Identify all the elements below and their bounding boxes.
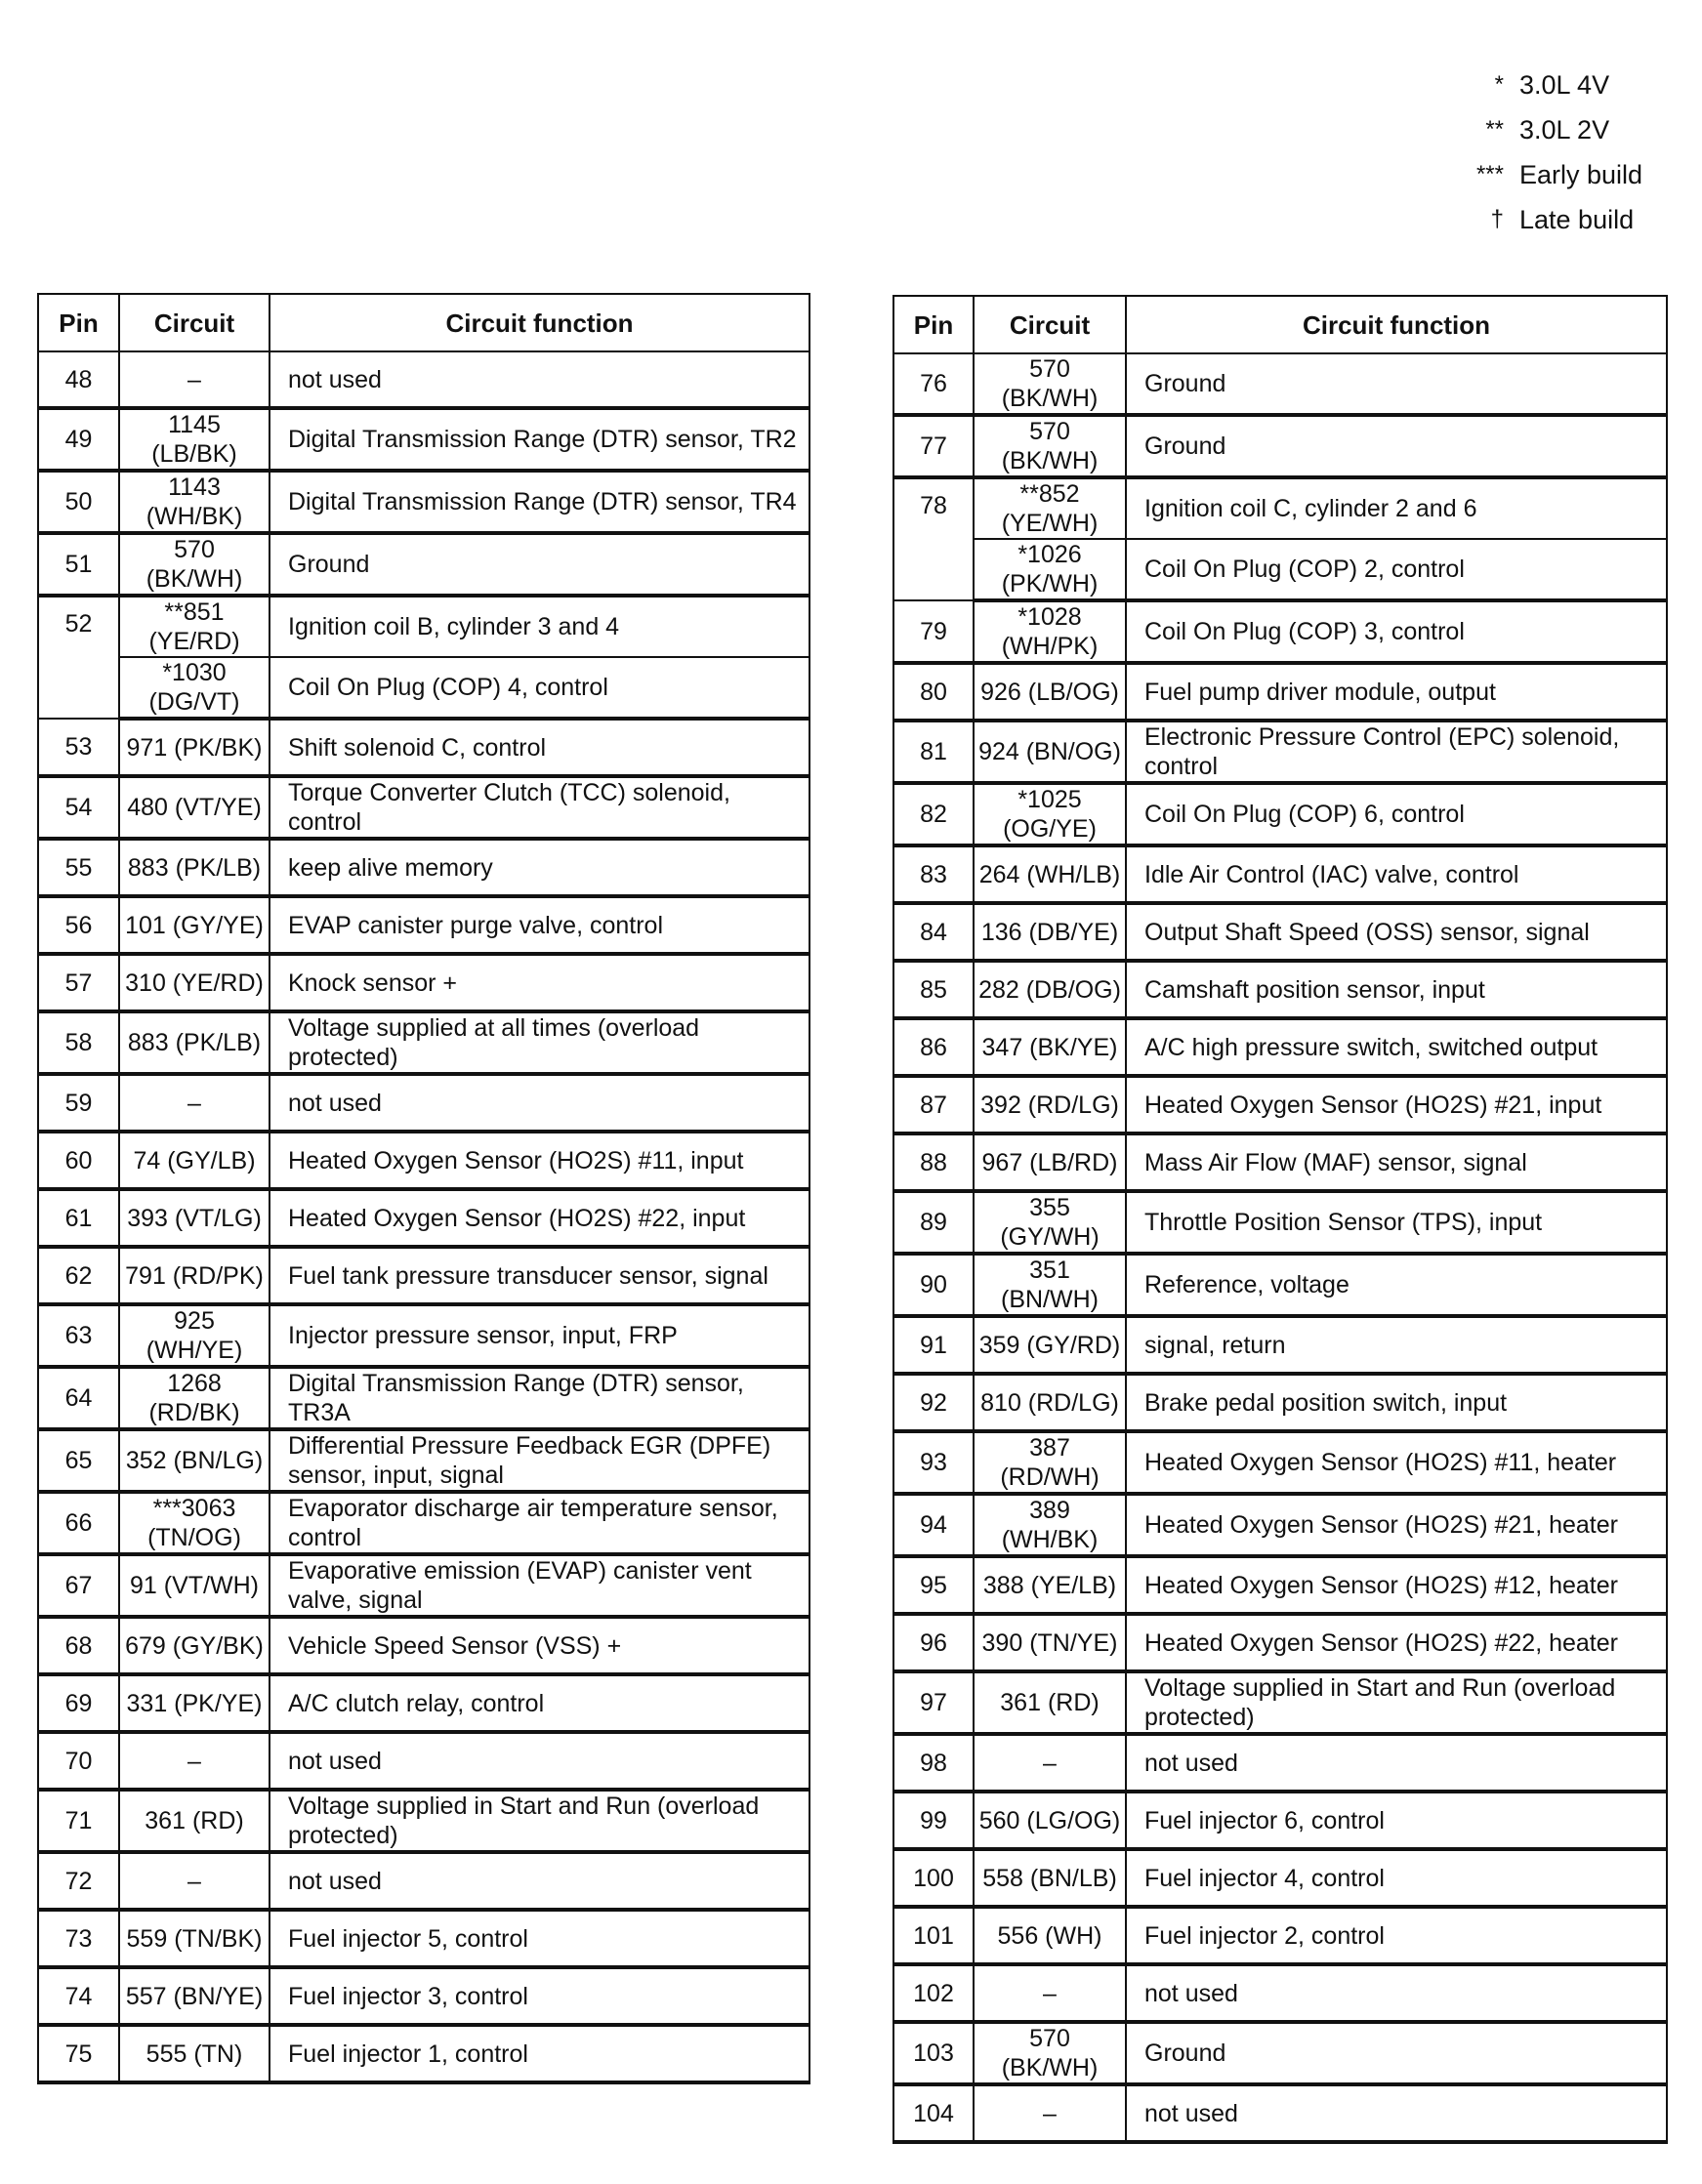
pin-cell: 52 xyxy=(38,596,119,719)
circuit-column-header: Circuit xyxy=(974,296,1126,353)
function-cell: Differential Pressure Feedback EGR (DPFE) sensor, input, signal xyxy=(270,1429,809,1492)
table-row xyxy=(38,1074,809,1132)
function-cell: Heated Oxygen Sensor (HO2S) #11, input xyxy=(270,1132,809,1189)
table-row xyxy=(38,1367,809,1429)
legend-text: Early build xyxy=(1519,159,1643,189)
function-cell: Torque Converter Clutch (TCC) solenoid, control xyxy=(270,776,809,839)
table-header-row xyxy=(893,296,1667,353)
pin-cell: 48 xyxy=(38,351,119,408)
table-row xyxy=(893,1849,1667,1907)
table-row xyxy=(38,1304,809,1367)
function-cell: Digital Transmission Range (DTR) sensor, TR4 xyxy=(270,471,809,533)
function-cell: Fuel injector 2, control xyxy=(1126,1907,1667,1964)
pin-table-right-body xyxy=(893,353,1667,2142)
circuit-cell: 387 (RD/WH) xyxy=(974,1431,1126,1494)
pin-column-header: Pin xyxy=(893,296,974,353)
table-row xyxy=(893,1133,1667,1191)
table-row xyxy=(893,2022,1667,2084)
table-row xyxy=(38,776,809,839)
pin-cell: 99 xyxy=(893,1792,974,1849)
circuit-cell: 361 (RD) xyxy=(119,1790,270,1852)
function-cell: Shift solenoid C, control xyxy=(270,719,809,776)
circuit-cell: 570 (BK/WH) xyxy=(974,415,1126,477)
pin-cell: 104 xyxy=(893,2084,974,2142)
pin-cell: 88 xyxy=(893,1133,974,1191)
table-row xyxy=(38,351,809,408)
legend-row xyxy=(1455,62,1680,107)
circuit-cell: 883 (PK/LB) xyxy=(119,1011,270,1074)
pin-cell: 92 xyxy=(893,1374,974,1431)
table-row xyxy=(893,353,1667,415)
pin-cell: 49 xyxy=(38,408,119,471)
circuit-cell: 361 (RD) xyxy=(974,1671,1126,1734)
function-cell: Knock sensor + xyxy=(270,954,809,1011)
circuit-cell: 264 (WH/LB) xyxy=(974,845,1126,903)
table-row xyxy=(38,1011,809,1074)
function-cell: Ground xyxy=(1126,2022,1667,2084)
pin-cell: 66 xyxy=(38,1492,119,1554)
function-cell: not used xyxy=(1126,1964,1667,2022)
circuit-cell: – xyxy=(974,2084,1126,2142)
function-cell: Camshaft position sensor, input xyxy=(1126,961,1667,1018)
function-cell: Ground xyxy=(270,533,809,596)
circuit-cell: 925 (WH/YE) xyxy=(119,1304,270,1367)
table-row xyxy=(893,1374,1667,1431)
table-row xyxy=(893,903,1667,961)
table-row xyxy=(38,1132,809,1189)
function-cell: Digital Transmission Range (DTR) sensor, TR3A xyxy=(270,1367,809,1429)
function-cell: Voltage supplied at all times (overload protected) xyxy=(270,1011,809,1074)
table-row xyxy=(38,1732,809,1790)
pin-cell: 56 xyxy=(38,896,119,954)
pin-cell: 87 xyxy=(893,1076,974,1133)
pin-cell: 95 xyxy=(893,1556,974,1614)
circuit-cell: ***3063 (TN/OG) xyxy=(119,1492,270,1554)
circuit-cell: 810 (RD/LG) xyxy=(974,1374,1126,1431)
table-row xyxy=(893,415,1667,477)
function-cell: Throttle Position Sensor (TPS), input xyxy=(1126,1191,1667,1254)
function-cell: keep alive memory xyxy=(270,839,809,896)
function-cell: Heated Oxygen Sensor (HO2S) #11, heater xyxy=(1126,1431,1667,1494)
table-row xyxy=(38,657,809,719)
circuit-cell: *1028 (WH/PK) xyxy=(974,600,1126,663)
pin-cell: 72 xyxy=(38,1852,119,1910)
table-row xyxy=(38,1910,809,1967)
function-cell: Fuel injector 1, control xyxy=(270,2025,809,2082)
circuit-cell: 393 (VT/LG) xyxy=(119,1189,270,1247)
pin-table-right xyxy=(893,295,1668,2144)
circuit-cell: – xyxy=(119,1852,270,1910)
pin-table-left-body xyxy=(38,351,809,2082)
circuit-cell: 310 (YE/RD) xyxy=(119,954,270,1011)
function-cell: Fuel injector 3, control xyxy=(270,1967,809,2025)
pin-cell: 85 xyxy=(893,961,974,1018)
pin-cell: 65 xyxy=(38,1429,119,1492)
table-row xyxy=(38,1554,809,1617)
table-row xyxy=(38,596,809,657)
table-row xyxy=(893,1792,1667,1849)
table-row xyxy=(38,839,809,896)
table-row xyxy=(38,1852,809,1910)
function-cell: Fuel injector 6, control xyxy=(1126,1792,1667,1849)
function-cell: Electronic Pressure Control (EPC) solenoid, control xyxy=(1126,721,1667,783)
function-cell: Idle Air Control (IAC) valve, control xyxy=(1126,845,1667,903)
pin-cell: 84 xyxy=(893,903,974,961)
table-row xyxy=(38,1617,809,1674)
circuit-cell: – xyxy=(974,1964,1126,2022)
pin-cell: 76 xyxy=(893,353,974,415)
table-row xyxy=(38,1967,809,2025)
function-cell: Heated Oxygen Sensor (HO2S) #12, heater xyxy=(1126,1556,1667,1614)
table-row xyxy=(38,1492,809,1554)
function-cell: Coil On Plug (COP) 2, control xyxy=(1126,539,1667,600)
table-row xyxy=(893,1254,1667,1316)
legend-symbol: † xyxy=(1490,206,1504,232)
function-cell: Fuel pump driver module, output xyxy=(1126,663,1667,721)
circuit-cell: 555 (TN) xyxy=(119,2025,270,2082)
table-row xyxy=(893,845,1667,903)
pin-cell: 74 xyxy=(38,1967,119,2025)
build-legend xyxy=(1455,62,1680,242)
function-cell: Coil On Plug (COP) 6, control xyxy=(1126,783,1667,845)
legend-text: 3.0L 2V xyxy=(1519,114,1610,144)
function-cell: Evaporator discharge air temperature sensor, control xyxy=(270,1492,809,1554)
function-cell: Evaporative emission (EVAP) canister vent valve, signal xyxy=(270,1554,809,1617)
circuit-cell: 1145 (LB/BK) xyxy=(119,408,270,471)
circuit-cell: 355 (GY/WH) xyxy=(974,1191,1126,1254)
function-cell: not used xyxy=(270,1074,809,1132)
table-row xyxy=(893,1076,1667,1133)
circuit-cell: 558 (BN/LB) xyxy=(974,1849,1126,1907)
function-cell: not used xyxy=(270,1732,809,1790)
table-row xyxy=(893,1734,1667,1792)
table-row xyxy=(38,471,809,533)
pin-cell: 94 xyxy=(893,1494,974,1556)
pin-cell: 101 xyxy=(893,1907,974,1964)
pin-cell: 75 xyxy=(38,2025,119,2082)
pin-cell: 61 xyxy=(38,1189,119,1247)
function-cell: Output Shaft Speed (OSS) sensor, signal xyxy=(1126,903,1667,961)
pin-cell: 93 xyxy=(893,1431,974,1494)
legend-symbol: ** xyxy=(1485,116,1504,143)
function-cell: Ground xyxy=(1126,353,1667,415)
pin-cell: 53 xyxy=(38,719,119,776)
function-cell: Digital Transmission Range (DTR) sensor, TR2 xyxy=(270,408,809,471)
table-row xyxy=(893,1964,1667,2022)
table-row xyxy=(893,961,1667,1018)
circuit-cell: 351 (BN/WH) xyxy=(974,1254,1126,1316)
pin-cell: 71 xyxy=(38,1790,119,1852)
circuit-cell: 389 (WH/BK) xyxy=(974,1494,1126,1556)
function-cell: Coil On Plug (COP) 4, control xyxy=(270,657,809,719)
function-cell: Heated Oxygen Sensor (HO2S) #21, heater xyxy=(1126,1494,1667,1556)
function-cell: signal, return xyxy=(1126,1316,1667,1374)
pin-cell: 70 xyxy=(38,1732,119,1790)
pin-cell: 102 xyxy=(893,1964,974,2022)
circuit-cell: 331 (PK/YE) xyxy=(119,1674,270,1732)
circuit-cell: 74 (GY/LB) xyxy=(119,1132,270,1189)
legend-text: 3.0L 4V xyxy=(1519,69,1610,100)
legend-row xyxy=(1455,107,1680,152)
circuit-cell: 967 (LB/RD) xyxy=(974,1133,1126,1191)
table-row xyxy=(38,1674,809,1732)
table-row xyxy=(893,1556,1667,1614)
function-column-header: Circuit function xyxy=(1126,296,1667,353)
circuit-cell: 557 (BN/YE) xyxy=(119,1967,270,2025)
pin-cell: 54 xyxy=(38,776,119,839)
table-row xyxy=(38,1429,809,1492)
table-row xyxy=(893,663,1667,721)
circuit-cell: – xyxy=(974,1734,1126,1792)
pin-table-left xyxy=(37,293,810,2084)
circuit-cell: 282 (DB/OG) xyxy=(974,961,1126,1018)
function-cell: not used xyxy=(270,1852,809,1910)
function-cell: Fuel injector 4, control xyxy=(1126,1849,1667,1907)
circuit-cell: 556 (WH) xyxy=(974,1907,1126,1964)
table-row xyxy=(38,2025,809,2082)
table-row xyxy=(893,1018,1667,1076)
pin-cell: 51 xyxy=(38,533,119,596)
legend-row xyxy=(1455,152,1680,197)
circuit-cell: 1268 (RD/BK) xyxy=(119,1367,270,1429)
function-cell: Heated Oxygen Sensor (HO2S) #22, input xyxy=(270,1189,809,1247)
function-cell: Vehicle Speed Sensor (VSS) + xyxy=(270,1617,809,1674)
function-column-header: Circuit function xyxy=(270,294,809,351)
circuit-cell: *1025 (OG/YE) xyxy=(974,783,1126,845)
pin-cell: 57 xyxy=(38,954,119,1011)
pin-cell: 103 xyxy=(893,2022,974,2084)
circuit-cell: 359 (GY/RD) xyxy=(974,1316,1126,1374)
circuit-cell: 390 (TN/YE) xyxy=(974,1614,1126,1671)
pin-cell: 67 xyxy=(38,1554,119,1617)
circuit-cell: 924 (BN/OG) xyxy=(974,721,1126,783)
table-row xyxy=(893,1316,1667,1374)
function-cell: Heated Oxygen Sensor (HO2S) #21, input xyxy=(1126,1076,1667,1133)
table-row xyxy=(893,1431,1667,1494)
pin-cell: 90 xyxy=(893,1254,974,1316)
pin-cell: 80 xyxy=(893,663,974,721)
circuit-cell: 791 (RD/PK) xyxy=(119,1247,270,1304)
pin-cell: 69 xyxy=(38,1674,119,1732)
pin-cell: 77 xyxy=(893,415,974,477)
function-cell: Ground xyxy=(1126,415,1667,477)
pin-cell: 82 xyxy=(893,783,974,845)
pin-cell: 89 xyxy=(893,1191,974,1254)
function-cell: Mass Air Flow (MAF) sensor, signal xyxy=(1126,1133,1667,1191)
legend-row xyxy=(1455,197,1680,242)
circuit-cell: 883 (PK/LB) xyxy=(119,839,270,896)
function-cell: A/C high pressure switch, switched output xyxy=(1126,1018,1667,1076)
circuit-cell: 388 (YE/LB) xyxy=(974,1556,1126,1614)
table-row xyxy=(38,719,809,776)
circuit-cell: 91 (VT/WH) xyxy=(119,1554,270,1617)
table-row xyxy=(893,1907,1667,1964)
circuit-cell: *1026 (PK/WH) xyxy=(974,539,1126,600)
table-row xyxy=(893,477,1667,539)
pin-cell: 50 xyxy=(38,471,119,533)
circuit-cell: – xyxy=(119,1732,270,1790)
pin-cell: 86 xyxy=(893,1018,974,1076)
legend-text: Late build xyxy=(1519,204,1635,234)
circuit-column-header: Circuit xyxy=(119,294,270,351)
function-cell: Ignition coil C, cylinder 2 and 6 xyxy=(1126,477,1667,539)
pin-cell: 62 xyxy=(38,1247,119,1304)
circuit-cell: 570 (BK/WH) xyxy=(974,353,1126,415)
function-cell: not used xyxy=(1126,1734,1667,1792)
pin-cell: 98 xyxy=(893,1734,974,1792)
circuit-cell: 136 (DB/YE) xyxy=(974,903,1126,961)
pin-cell: 96 xyxy=(893,1614,974,1671)
pin-cell: 79 xyxy=(893,600,974,663)
pin-cell: 59 xyxy=(38,1074,119,1132)
table-row xyxy=(893,1671,1667,1734)
table-row xyxy=(893,539,1667,600)
pin-cell: 60 xyxy=(38,1132,119,1189)
circuit-cell: **852 (YE/WH) xyxy=(974,477,1126,539)
circuit-cell: 347 (BK/YE) xyxy=(974,1018,1126,1076)
table-row xyxy=(38,408,809,471)
pin-column-header: Pin xyxy=(38,294,119,351)
table-row xyxy=(38,954,809,1011)
table-row xyxy=(893,1191,1667,1254)
function-cell: not used xyxy=(270,351,809,408)
table-row xyxy=(893,2084,1667,2142)
function-cell: Heated Oxygen Sensor (HO2S) #22, heater xyxy=(1126,1614,1667,1671)
pin-cell: 91 xyxy=(893,1316,974,1374)
circuit-cell: **851 (YE/RD) xyxy=(119,596,270,657)
table-row xyxy=(38,1790,809,1852)
function-cell: Fuel tank pressure transducer sensor, signal xyxy=(270,1247,809,1304)
function-cell: Voltage supplied in Start and Run (overload protected) xyxy=(1126,1671,1667,1734)
table-row xyxy=(893,1614,1667,1671)
table-row xyxy=(893,600,1667,663)
legend-symbol: * xyxy=(1494,71,1504,98)
circuit-cell: 926 (LB/OG) xyxy=(974,663,1126,721)
pin-cell: 100 xyxy=(893,1849,974,1907)
table-row xyxy=(38,533,809,596)
pin-cell: 83 xyxy=(893,845,974,903)
table-row xyxy=(893,721,1667,783)
circuit-cell: 352 (BN/LG) xyxy=(119,1429,270,1492)
circuit-cell: – xyxy=(119,351,270,408)
function-cell: A/C clutch relay, control xyxy=(270,1674,809,1732)
circuit-cell: 392 (RD/LG) xyxy=(974,1076,1126,1133)
function-cell: Coil On Plug (COP) 3, control xyxy=(1126,600,1667,663)
function-cell: Voltage supplied in Start and Run (overload protected) xyxy=(270,1790,809,1852)
function-cell: Ignition coil B, cylinder 3 and 4 xyxy=(270,596,809,657)
pin-cell: 68 xyxy=(38,1617,119,1674)
circuit-cell: – xyxy=(119,1074,270,1132)
pin-cell: 64 xyxy=(38,1367,119,1429)
pin-cell: 73 xyxy=(38,1910,119,1967)
table-row xyxy=(38,1189,809,1247)
circuit-cell: 560 (LG/OG) xyxy=(974,1792,1126,1849)
table-row xyxy=(893,1494,1667,1556)
table-row xyxy=(38,896,809,954)
table-row xyxy=(38,1247,809,1304)
pin-cell: 55 xyxy=(38,839,119,896)
pin-cell: 78 xyxy=(893,477,974,600)
circuit-cell: 559 (TN/BK) xyxy=(119,1910,270,1967)
function-cell: Injector pressure sensor, input, FRP xyxy=(270,1304,809,1367)
circuit-cell: 480 (VT/YE) xyxy=(119,776,270,839)
legend-symbol: *** xyxy=(1475,161,1504,187)
circuit-cell: 1143 (WH/BK) xyxy=(119,471,270,533)
function-cell: EVAP canister purge valve, control xyxy=(270,896,809,954)
circuit-cell: *1030 (DG/VT) xyxy=(119,657,270,719)
circuit-cell: 101 (GY/YE) xyxy=(119,896,270,954)
function-cell: Brake pedal position switch, input xyxy=(1126,1374,1667,1431)
circuit-cell: 679 (GY/BK) xyxy=(119,1617,270,1674)
pin-cell: 81 xyxy=(893,721,974,783)
function-cell: Fuel injector 5, control xyxy=(270,1910,809,1967)
circuit-cell: 570 (BK/WH) xyxy=(119,533,270,596)
circuit-cell: 971 (PK/BK) xyxy=(119,719,270,776)
pin-cell: 58 xyxy=(38,1011,119,1074)
pin-cell: 63 xyxy=(38,1304,119,1367)
pin-cell: 97 xyxy=(893,1671,974,1734)
table-header-row xyxy=(38,294,809,351)
function-cell: Reference, voltage xyxy=(1126,1254,1667,1316)
circuit-cell: 570 (BK/WH) xyxy=(974,2022,1126,2084)
function-cell: not used xyxy=(1126,2084,1667,2142)
table-row xyxy=(893,783,1667,845)
